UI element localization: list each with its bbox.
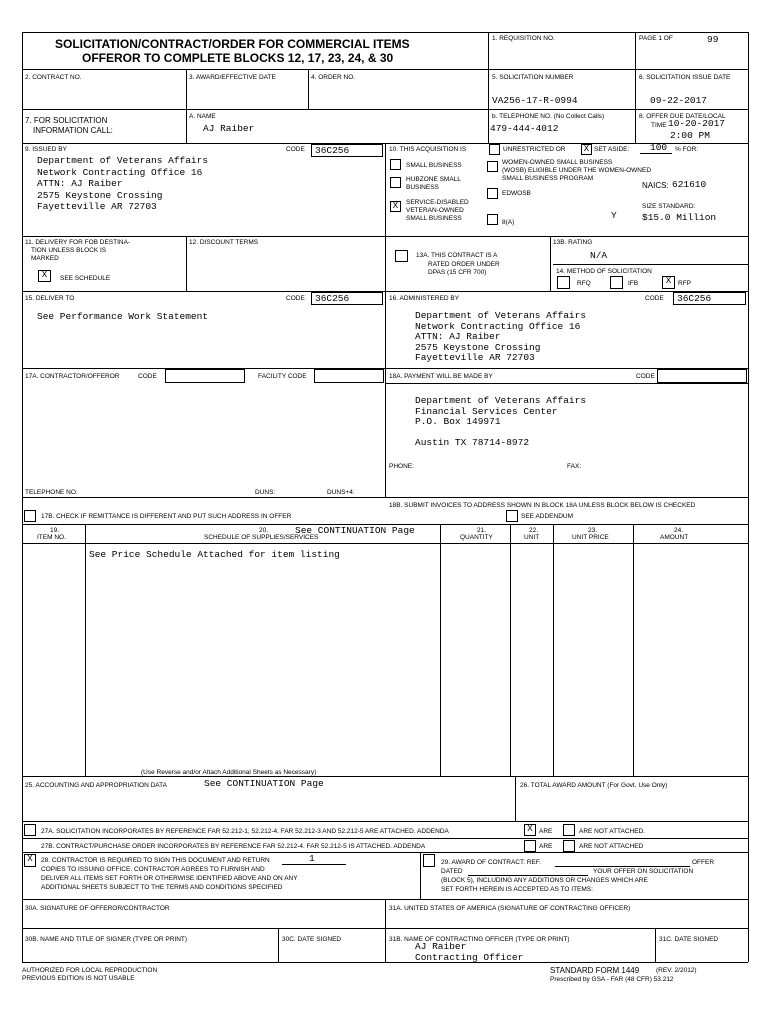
edwosb-label: EDWOSB (502, 190, 531, 197)
block28-checkbox[interactable]: X (24, 854, 36, 867)
total-award-label: 26. TOTAL AWARD AMOUNT (For Govt. Use Only) (520, 782, 668, 789)
sdvosb-label-2: VETERAN-OWNED (406, 207, 464, 214)
signer-name-label: 30B. NAME AND TITLE OF SIGNER (TYPE OR PRINT) (25, 936, 188, 943)
duns-label: DUNS: (255, 489, 276, 496)
name-label: A. NAME (189, 113, 216, 120)
officer-name-label: 31B. NAME OF CONTRACTING OFFICER (TYPE OR PRINT) (389, 936, 570, 943)
accounting-label: 25. ACCOUNTING AND APPROPRIATION DATA (25, 782, 167, 789)
info-call-label: 7. FOR SOLICITATION (25, 116, 108, 125)
block29-line2-end: YOUR OFFER ON SOLICITATION (593, 868, 694, 875)
size-standard-label: SIZE STANDARD: (642, 203, 696, 210)
info-phone: 479-444-4012 (490, 123, 559, 134)
small-business-checkbox[interactable] (390, 159, 401, 170)
block27a-not-label: ARE NOT ATTACHED. (579, 828, 646, 835)
size-standard: $15.0 Million (642, 212, 717, 223)
hubzone-checkbox[interactable] (390, 177, 401, 188)
solicitation-no: VA256-17-R-0994 (492, 95, 578, 106)
rfp-label: RFP (678, 280, 691, 287)
rated-order-label-2: RATED ORDER UNDER (428, 261, 500, 268)
block27a-are-checkbox[interactable]: X (524, 824, 536, 836)
block27a-label: 27A. SOLICITATION INCORPORATES BY REFERENCE FAR 52.212-1, 52.212-4. FAR 52.212-3 AND 52.212-5 ARE ATTACHED. ADDENDA (41, 828, 449, 835)
eight-a-label: 8(A) (502, 219, 515, 226)
schedule-body-text: See Price Schedule Attached for item listing (89, 549, 340, 560)
sdvosb-label-3: SMALL BUSINESS (406, 215, 462, 222)
info-call-label-2: INFORMATION CALL: (33, 126, 113, 135)
rated-order-checkbox[interactable] (395, 250, 408, 262)
payment-label: 18A. PAYMENT WILL BE MADE BY (389, 373, 493, 380)
rated-order-label-3: DPAS (15 CFR 700) (428, 269, 487, 276)
schedule-continuation-overlay: See CONTINUATION Page (295, 525, 415, 536)
deliver-to-text: See Performance Work Statement (37, 311, 209, 322)
remittance-label: 17B. CHECK IF REMITTANCE IS DIFFERENT AND PUT SUCH ADDRESS IN OFFER (41, 513, 292, 520)
block29-line2: DATED (441, 868, 463, 875)
edwosb-checkbox[interactable] (487, 188, 498, 199)
form-subtitle: OFFEROR TO COMPLETE BLOCKS 12, 17, 23, 24, & 30 (82, 51, 394, 65)
footer-form-name: STANDARD FORM 1449 (550, 966, 640, 975)
deliver-to-label: 15. DELIVER TO (25, 295, 75, 302)
contract-no-label: 2. CONTRACT NO. (25, 74, 82, 81)
officer-title: Contracting Officer (415, 952, 524, 963)
block27b-not-checkbox[interactable] (563, 840, 575, 852)
discount-terms-label: 12. DISCOUNT TERMS (189, 239, 259, 246)
method-label: 14. METHOD OF SOLICITATION (556, 268, 652, 275)
block11-label-2: TION UNLESS BLOCK IS (31, 247, 107, 254)
col-amount-label: AMOUNT (660, 534, 689, 541)
block27b-are-checkbox[interactable] (524, 840, 536, 852)
offer-due-time-label: TIME (651, 122, 667, 129)
phone-label: b. TELEPHONE NO. (No Collect Calls) (492, 113, 605, 120)
requisition-label: 1. REQUISITION NO. (492, 35, 555, 42)
block28-line2: COPIES TO ISSUING OFFICE. CONTRACTOR AGREES TO FURNISH AND (41, 866, 265, 873)
block29-line1-end: OFFER (692, 859, 715, 866)
sdvosb-label-1: SERVICE-DISABLED (406, 199, 469, 206)
page-total: 99 (707, 34, 719, 45)
see-schedule-checkbox[interactable]: X (38, 270, 51, 282)
facility-code-box (314, 369, 384, 383)
footer-prescribed: Prescribed by GSA - FAR (48 CFR) 53.212 (550, 976, 674, 983)
rating-value: N/A (590, 250, 608, 261)
payment-address: Department of Veterans Affairs Financial Services Center P.O. Box 149971 Austin TX 78714-8972 (415, 395, 587, 448)
col-unit-price-num: 23. (588, 527, 598, 534)
rating-label: 13B. RATING (553, 239, 593, 246)
submit-invoices-label: 18B. SUBMIT INVOICES TO ADDRESS SHOWN IN BLOCK 18A UNLESS BLOCK BELOW IS CHECKED (389, 502, 696, 509)
col-quantity-num: 21. (477, 527, 487, 534)
set-aside-checkbox[interactable]: X (581, 144, 592, 155)
ifb-label: IFB (628, 280, 639, 287)
addendum-checkbox[interactable] (506, 510, 518, 522)
officer-name: AJ Raiber (415, 941, 467, 952)
payment-code-label: CODE (636, 373, 655, 380)
block29-line4: SET FORTH HEREIN IS ACCEPTED AS TO ITEMS: (441, 886, 593, 893)
issued-by-code: 36C256 (315, 145, 350, 156)
facility-code-label: FACILITY CODE (258, 373, 307, 380)
contractor-code-label: CODE (138, 373, 157, 380)
issued-by-address: Department of Veterans Affairs Network Contracting Office 16 ATTN: AJ Raiber 2575 Keystone Crossing Fayetteville AR 72703 (37, 155, 209, 212)
unrestricted-checkbox[interactable] (489, 144, 500, 155)
block28-line3: DELIVER ALL ITEMS SET FORTH OR OTHERWISE IDENTIFIED ABOVE AND ON ANY (41, 875, 298, 882)
eight-a-checkbox[interactable] (487, 214, 498, 225)
rfp-checkbox[interactable]: X (662, 276, 675, 289)
rated-order-label-1: 13A. THIS CONTRACT IS A (416, 252, 498, 259)
block29-line1: 29. AWARD OF CONTRACT: REF. (441, 859, 541, 866)
naics-code: 621610 (672, 179, 707, 190)
small-business-label: SMALL BUSINESS (406, 162, 462, 169)
naics-label: NAICS: (642, 181, 669, 190)
signer-date-label: 30C. DATE SIGNED (282, 936, 342, 943)
offer-due-time: 2:00 PM (670, 130, 710, 141)
payment-phone-label: PHONE: (389, 463, 414, 470)
col-schedule-label: SCHEDULE OF SUPPLIES/SERVICES (204, 534, 319, 541)
issue-date-label: 6. SOLICITATION ISSUE DATE (639, 74, 731, 81)
block27a-not-checkbox[interactable] (563, 824, 575, 836)
page-label: PAGE 1 OF (639, 35, 673, 42)
col-item-label: ITEM NO. (37, 534, 66, 541)
administered-by-address: Department of Veterans Affairs Network Contracting Office 16 ATTN: AJ Raiber 2575 Keystone Crossing Fayetteville AR 72703 (415, 310, 587, 363)
duns4-label: DUNS+4: (327, 489, 355, 496)
block27b-are-label: ARE (539, 843, 553, 850)
col-item-num: 19. (50, 527, 60, 534)
footer-reproduction: AUTHORIZED FOR LOCAL REPRODUCTION (22, 967, 158, 974)
acquisition-label: 10. THIS ACQUISITION IS (389, 146, 467, 153)
payment-code-box (657, 369, 747, 383)
block28-line4: ADDITIONAL SHEETS SUBJECT TO THE TERMS AND CONDITIONS SPECIFIED (41, 884, 283, 891)
rfq-label: RFQ (577, 280, 591, 287)
rfq-checkbox[interactable] (557, 276, 570, 289)
set-aside-label: SET ASIDE: (594, 146, 630, 153)
block11-label-1: 11. DELIVERY FOR FOB DESTINA- (25, 239, 131, 246)
telephone-label: TELEPHONE NO. (25, 489, 78, 496)
col-amount-num: 24. (674, 527, 684, 534)
officer-date-label: 31C. DATE SIGNED (659, 936, 719, 943)
block27b-not-label: ARE NOT ATTACHED (579, 843, 644, 850)
block27a-checkbox[interactable] (24, 824, 36, 836)
block27a-are-label: ARE (539, 828, 553, 835)
administered-by-label: 16. ADMINISTERED BY (389, 295, 460, 302)
block28-copies: 1 (309, 853, 315, 864)
set-aside-percent: 100 (650, 142, 668, 153)
wosb-label-2: (WOSB) ELIGIBLE UNDER THE WOMEN-OWNED (502, 167, 652, 174)
administered-by-code: 36C256 (677, 293, 712, 304)
col-unit-label: UNIT (524, 534, 540, 541)
contractor-code-box (165, 369, 245, 383)
hubzone-label-2: BUSINESS (406, 184, 439, 191)
schedule-footer-note: (Use Reverse and/or Attach Additional Sheets as Necessary) (141, 769, 317, 776)
wosb-label-1: WOMEN-OWNED SMALL BUSINESS (502, 159, 613, 166)
col-unit-num: 22. (529, 527, 539, 534)
wosb-label-3: SMALL BUSINESS PROGRAM (502, 175, 594, 182)
offer-due-label: 8. OFFER DUE DATE/LOCAL (639, 113, 726, 120)
block29-line3: (BLOCK 5), INCLUDING ANY ADDITIONS OR CHANGES WHICH ARE (441, 877, 648, 884)
solicitation-no-label: 5. SOLICITATION NUMBER (492, 74, 574, 81)
col-quantity-label: QUANTITY (460, 534, 493, 541)
addendum-label: SEE ADDENDUM (521, 513, 574, 520)
signature-offeror-label: 30A. SIGNATURE OF OFFEROR/CONTRACTOR (25, 905, 170, 912)
block27b-label: 27B. CONTRACT/PURCHASE ORDER INCORPORATES BY REFERENCE FAR 52.212-4. FAR 52.212-5 IS ATTACHED. ADDENDA (41, 843, 426, 850)
offer-due-date: 10-20-2017 (668, 118, 726, 129)
footer-edition: PREVIOUS EDITION IS NOT USABLE (22, 975, 135, 982)
see-schedule-label: SEE SCHEDULE (60, 275, 111, 282)
administered-by-code-label: CODE (645, 295, 664, 302)
block11-label-3: MARKED (31, 255, 59, 262)
order-no-label: 4. ORDER NO. (311, 74, 356, 81)
issued-by-label: 9. ISSUED BY (25, 146, 67, 153)
ifb-checkbox[interactable] (610, 276, 623, 289)
percent-for-label: % FOR: (675, 146, 699, 153)
hubzone-label-1: HUBZONE SMALL (406, 176, 461, 183)
wosb-checkbox[interactable] (487, 161, 498, 172)
footer-rev: (REV. 2/2012) (656, 967, 697, 974)
sdvosb-checkbox[interactable]: X (390, 201, 401, 212)
y-mark: Y (611, 210, 617, 221)
info-name: AJ Raiber (203, 123, 255, 134)
contractor-label: 17A. CONTRACTOR/OFFEROR (25, 373, 120, 380)
form-title: SOLICITATION/CONTRACT/ORDER FOR COMMERCIAL ITEMS (55, 37, 410, 51)
award-date-label: 3. AWARD/EFFECTIVE DATE (189, 74, 276, 81)
block29-checkbox[interactable] (423, 854, 435, 867)
issue-date: 09-22-2017 (650, 95, 708, 106)
col-schedule-num: 20. (259, 527, 269, 534)
remittance-checkbox[interactable] (24, 510, 36, 522)
signature-officer-label: 31A. UNITED STATES OF AMERICA (SIGNATURE OF CONTRACTING OFFICER) (389, 905, 631, 912)
deliver-to-code: 36C256 (315, 293, 350, 304)
unrestricted-label: UNRESTRICTED OR (503, 146, 566, 153)
payment-fax-label: FAX: (567, 463, 582, 470)
block28-line1: 28. CONTRACTOR IS REQUIRED TO SIGN THIS DOCUMENT AND RETURN (41, 857, 270, 864)
accounting-text: See CONTINUATION Page (204, 778, 324, 789)
deliver-to-code-label: CODE (286, 295, 305, 302)
issued-by-code-label: CODE (286, 146, 305, 153)
col-unit-price-label: UNIT PRICE (572, 534, 609, 541)
